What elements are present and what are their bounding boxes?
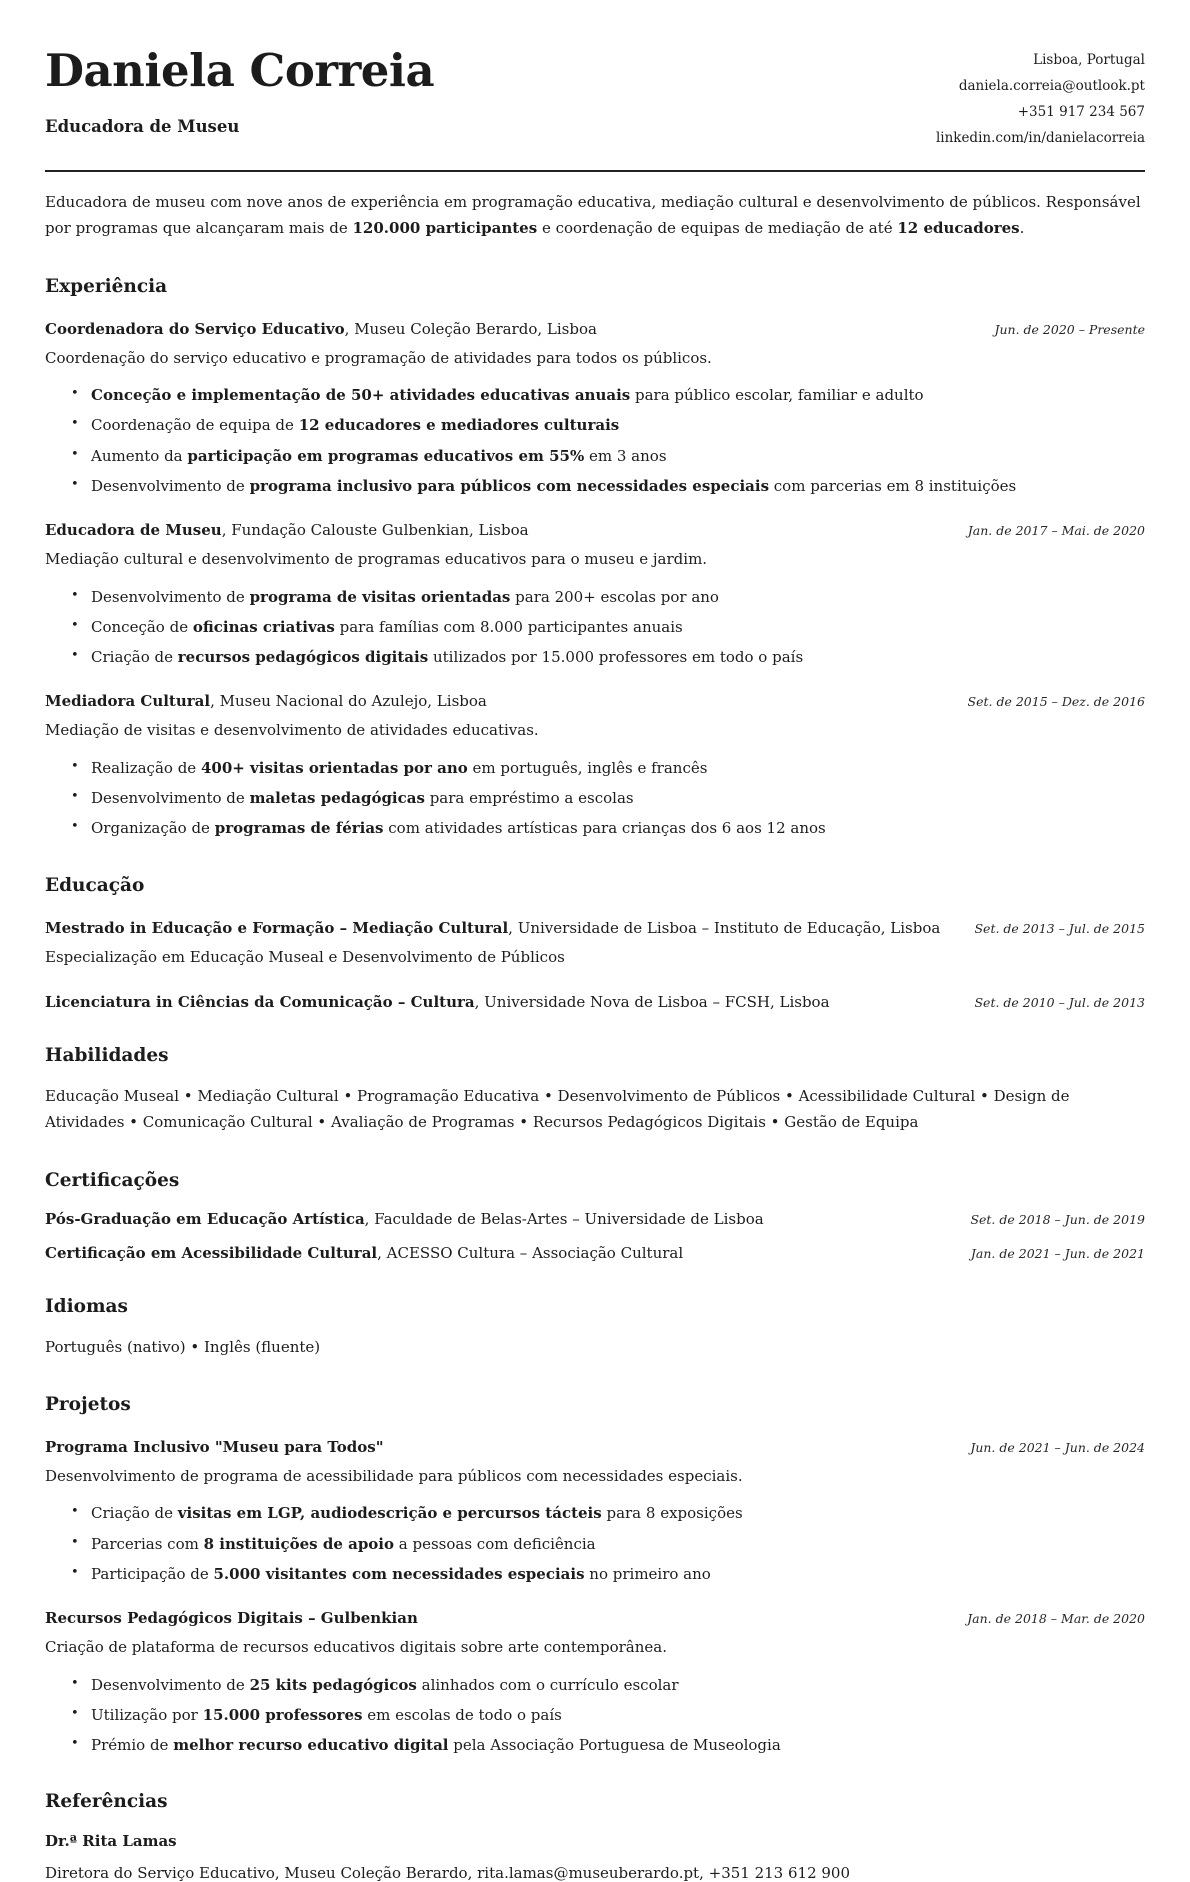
header-identity	[45, 46, 434, 136]
entry-dates: Jan. de 2017 – Mai. de 2020	[967, 523, 1145, 538]
bullet-item: • Prémio de melhor recurso educativo digital pela Associação Portuguesa de Museologia	[71, 1734, 1145, 1757]
entry-header	[45, 320, 1145, 338]
entry-header	[45, 1609, 1145, 1627]
entry-dates: Jan. de 2021 – Jun. de 2021	[970, 1245, 1145, 1261]
entry-bullet-list	[45, 1502, 1145, 1586]
bullet-item: • Organização de programas de férias com atividades artísticas para crianças dos 6 aos 12 anos	[71, 817, 1145, 840]
entry-dates: Jan. de 2018 – Mar. de 2020	[967, 1611, 1145, 1626]
bullet-item: • Coordenação de equipa de 12 educadores e mediadores culturais	[71, 414, 1145, 437]
bullet-item: • Utilização por 15.000 professores em escolas de todo o país	[71, 1704, 1145, 1727]
education-entry	[45, 993, 1145, 1011]
references-heading: Referências	[45, 1791, 168, 1813]
section-languages	[45, 1296, 1145, 1360]
reference-detail: Diretora do Serviço Educativo, Museu Coleção Berardo, rita.lamas@museuberardo.pt, +351 213 612 900	[45, 1864, 851, 1882]
entry-title	[45, 320, 627, 338]
person-name: Daniela Correia	[45, 44, 435, 97]
experience-entry	[45, 320, 1145, 499]
entry-description: Criação de plataforma de recursos educativos digitais sobre arte contemporânea.	[45, 1638, 667, 1656]
entry-title	[45, 1244, 713, 1262]
entry-header	[45, 692, 1145, 710]
certification-entry	[45, 1244, 1145, 1262]
contact-linkedin: linkedin.com/in/danielacorreia	[935, 130, 1145, 146]
entry-detail: Especialização em Educação Museal e Desenvolvimento de Públicos	[45, 947, 565, 966]
entry-dates: Set. de 2013 – Jul. de 2015	[974, 920, 1145, 936]
section-references	[45, 1791, 1145, 1882]
bullet-item: • Desenvolvimento de maletas pedagógicas para empréstimo a escolas	[71, 787, 1145, 810]
person-job-title: Educadora de Museu	[45, 116, 240, 136]
entry-title	[45, 521, 559, 539]
certification-title: Certificação em Acessibilidade Cultural	[45, 1243, 378, 1262]
bullet-item: • Parcerias com 8 instituições de apoio a pessoas com deficiência	[71, 1533, 1145, 1556]
entry-dates: Set. de 2010 – Jul. de 2013	[974, 995, 1145, 1010]
entry-title	[45, 1609, 448, 1627]
bullet-item: • Participação de 5.000 visitantes com necessidades especiais no primeiro ano	[71, 1563, 1145, 1586]
section-experience	[45, 276, 1145, 841]
entry-dates: Set. de 2018 – Jun. de 2019	[970, 1211, 1145, 1227]
bullet-item: • Conceção e implementação de 50+ atividades educativas anuais para público escolar, familiar e adulto	[71, 384, 1145, 407]
education-heading: Educação	[45, 874, 145, 896]
section-skills	[45, 1045, 1145, 1136]
certification-title: Pós-Graduação em Educação Artística	[45, 1209, 365, 1228]
entry-org: , Universidade de Lisboa – Instituto de Educação, Lisboa	[508, 918, 941, 937]
project-title: Programa Inclusivo "Museu para Todos"	[45, 1437, 384, 1456]
entry-header	[45, 993, 1145, 1011]
entry-title	[45, 919, 970, 937]
entry-bullet-list	[45, 757, 1145, 841]
entry-org: , ACESSO Cultura – Associação Cultural	[377, 1243, 684, 1262]
languages-heading: Idiomas	[45, 1295, 128, 1317]
projects-heading: Projetos	[45, 1393, 131, 1415]
entry-dates: Set. de 2015 – Dez. de 2016	[967, 694, 1145, 710]
entry-header	[45, 919, 1145, 937]
resume-header	[45, 46, 1145, 151]
contact-location: Lisboa, Portugal	[1033, 52, 1145, 68]
section-education	[45, 875, 1145, 1012]
project-entry	[45, 1609, 1145, 1757]
bullet-item: • Conceção de oficinas criativas para famílias com 8.000 participantes anuais	[71, 616, 1145, 639]
entry-header	[45, 1244, 1145, 1262]
entry-bullet-list	[45, 1674, 1145, 1758]
contact-block	[936, 47, 1145, 151]
languages-list: Português (nativo) • Inglês (fluente)	[45, 1337, 321, 1356]
entry-description: Coordenação do serviço educativo e programação de atividades para todos os públicos.	[45, 348, 712, 367]
experience-heading: Experiência	[45, 275, 168, 297]
entry-title	[45, 1438, 414, 1456]
experience-entry	[45, 692, 1145, 840]
contact-email: daniela.correia@outlook.pt	[958, 78, 1145, 94]
entry-title	[45, 993, 860, 1011]
bullet-item: • Desenvolvimento de programa inclusivo para públicos com necessidades especiais com parcerias em 8 instituições	[71, 475, 1145, 498]
skills-heading: Habilidades	[45, 1045, 169, 1066]
skills-list: Educação Museal • Mediação Cultural • Programação Educativa • Desenvolvimento de Públicos • Acessibilidade Cultural • Design de Atividades • Comunicação Cultural • Avaliação de Programas • Recursos Pedagógicos Digitais • Gestão de Equipa	[45, 1087, 1070, 1132]
project-entry	[45, 1438, 1145, 1586]
entry-header	[45, 1438, 1145, 1456]
bullet-item: • Criação de visitas em LGP, audiodescrição e percursos tácteis para 8 exposições	[71, 1502, 1145, 1525]
header-divider	[45, 170, 1145, 172]
entry-org: , Faculdade de Belas-Artes – Universidade de Lisboa	[364, 1209, 764, 1228]
bullet-item: • Aumento da participação em programas educativos em 55% em 3 anos	[71, 445, 1145, 468]
entry-description: Desenvolvimento de programa de acessibilidade para públicos com necessidades especiais.	[45, 1466, 743, 1485]
entry-dates: Jun. de 2021 – Jun. de 2024	[970, 1439, 1145, 1455]
entry-title	[45, 692, 517, 710]
entry-org: , Universidade Nova de Lisboa – FCSH, Lisboa	[474, 993, 830, 1011]
section-certifications	[45, 1170, 1145, 1262]
bullet-item: • Realização de 400+ visitas orientadas por ano em português, inglês e francês	[71, 757, 1145, 780]
entry-role: Educadora de Museu	[45, 521, 222, 539]
bullet-item: • Criação de recursos pedagógicos digitais utilizados por 15.000 professores em todo o país	[71, 646, 1145, 669]
contact-phone: +351 917 234 567	[1017, 104, 1145, 120]
entry-bullet-list	[45, 384, 1145, 498]
entry-org: , Museu Nacional do Azulejo, Lisboa	[210, 692, 487, 711]
section-projects	[45, 1394, 1145, 1758]
entry-role: Mediadora Cultural	[45, 692, 211, 711]
entry-dates: Jun. de 2020 – Presente	[994, 321, 1145, 337]
entry-header	[45, 521, 1145, 539]
certification-entry	[45, 1210, 1145, 1228]
entry-bullet-list	[45, 586, 1145, 670]
summary-text: Educadora de museu com nove anos de experiência em programação educativa, mediação cultural e desenvolvimento de públicos. Responsável por programas que alcançaram mais de 120.000 participantes e coordenação de equipas de mediação de até 12 educadores.	[45, 193, 1141, 238]
entry-degree: Mestrado in Educação e Formação – Mediação Cultural	[45, 918, 509, 937]
certifications-heading: Certificações	[45, 1169, 180, 1191]
entry-degree: Licenciatura in Ciências da Comunicação – Cultura	[45, 993, 475, 1011]
entry-role: Coordenadora do Serviço Educativo	[45, 319, 345, 338]
entry-org: , Fundação Calouste Gulbenkian, Lisboa	[221, 521, 529, 539]
entry-description: Mediação de visitas e desenvolvimento de atividades educativas.	[45, 721, 539, 740]
project-title: Recursos Pedagógicos Digitais – Gulbenkian	[45, 1609, 418, 1627]
experience-entry	[45, 521, 1145, 669]
education-entry	[45, 919, 1145, 971]
bullet-item: • Desenvolvimento de 25 kits pedagógicos alinhados com o currículo escolar	[71, 1674, 1145, 1697]
entry-description: Mediação cultural e desenvolvimento de programas educativos para o museu e jardim.	[45, 550, 708, 568]
reference-name: Dr.ª Rita Lamas	[45, 1832, 177, 1851]
bullet-item: • Desenvolvimento de programa de visitas orientadas para 200+ escolas por ano	[71, 586, 1145, 609]
entry-header	[45, 1210, 1145, 1228]
entry-org: , Museu Coleção Berardo, Lisboa	[344, 319, 597, 338]
entry-title	[45, 1210, 794, 1228]
